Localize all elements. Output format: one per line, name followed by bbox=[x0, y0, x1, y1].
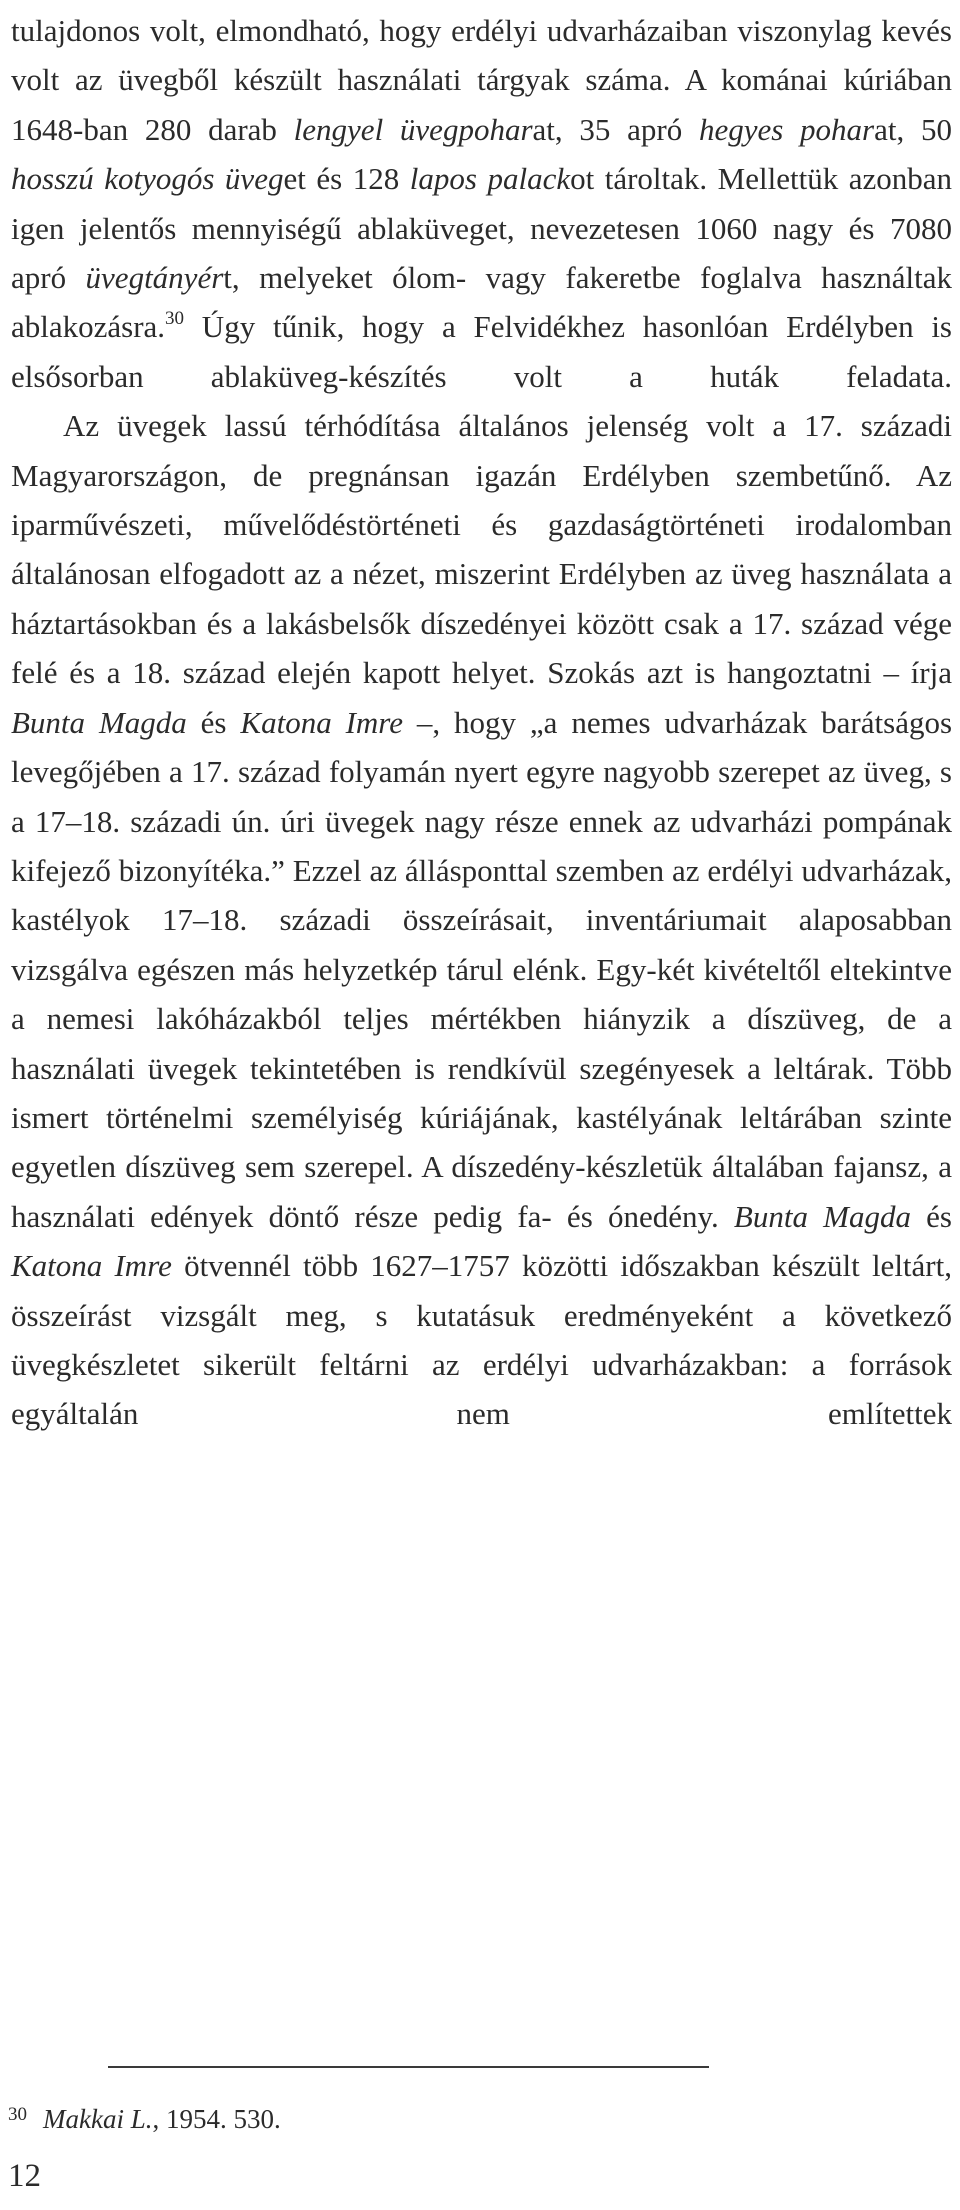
italic-text: Katona Imre bbox=[11, 1248, 172, 1284]
text-run: at, 50 bbox=[874, 111, 952, 147]
text-run: t, melyeket ólom- vagy fakeretbe foglalva használtak ablakozásra. bbox=[11, 260, 952, 345]
footnote-divider bbox=[108, 2066, 709, 2068]
paragraph bbox=[11, 6, 952, 401]
text-run: Úgy tűnik, hogy a Felvidékhez hasonlóan Erdélyben is elsősorban ablaküveg-készítés volt a huták feladata. bbox=[11, 309, 952, 394]
italic-text: hosszú kotyogós üveg bbox=[11, 161, 284, 197]
italic-text: Bunta Magda bbox=[733, 1198, 911, 1234]
italic-text: Katona Imre bbox=[240, 704, 403, 740]
footnote-reference: , 1954. 530. bbox=[152, 2104, 281, 2134]
text-run: tulajdonos volt, elmondható, hogy erdélyi udvarházaiban viszonylag kevés volt az üvegből készült használati tárgyak száma. A kománai kúriában 1648-ban 280 darab bbox=[11, 13, 952, 147]
paragraph bbox=[11, 401, 952, 1439]
text-run: et és 128 bbox=[283, 161, 410, 197]
text-run: ötvennél több 1627–1757 közötti időszakban készült leltárt, összeírást vizsgált meg, s kutatásuk eredményeként a következő üvegkészletet sikerült feltárni az erdélyi udvarházakban: a források egyáltalán nem említettek bbox=[11, 1248, 952, 1432]
footnote-author: Makkai L. bbox=[43, 2104, 153, 2134]
text-run: at, 35 apró bbox=[532, 111, 699, 147]
italic-text: üvegtányér bbox=[85, 260, 224, 296]
text-run: Az üvegek lassú térhódítása általános jelenség volt a 17. századi Magyarországon, de pregnánsan igazán Erdélyben szembetűnő. Az iparművészeti, művelődéstörténeti és gazdaságtörténeti irodalomban általánosan elfogadott az a nézet, miszerint Erdélyben az üveg használata a háztartásokban és a lakásbelsők díszedényei között csak a 17. század vége felé és a 18. század elején kapott helyet. Szokás azt is hangoztatni – írja bbox=[11, 408, 952, 691]
footnote bbox=[8, 2098, 281, 2136]
page-number: 12 bbox=[8, 2158, 41, 2194]
italic-text: Bunta Magda bbox=[11, 704, 187, 740]
italic-text: lapos palack bbox=[409, 161, 571, 197]
text-run: ot tároltak. Mellettük azonban igen jelentős mennyiségű ablaküveget, nevezetesen 1060 nagy és 7080 apró bbox=[11, 161, 953, 296]
text-run: és bbox=[910, 1198, 953, 1234]
italic-text: hegyes pohar bbox=[698, 111, 875, 147]
text-run: –, hogy „a nemes udvarházak barátságos levegőjében a 17. század folyamán nyert egyre nagyobb szerepet az üveg, s a 17–18. századi ún. úri üvegek nagy része ennek az udvarházi pompának kifejező bizonyítéka.” Ezzel az állásponttal szemben az erdélyi udvarházak, kastélyok 17–18. századi összeírásait, inventáriumait alaposabban vizsgálva egészen más helyzetkép tárul elénk. Egy-két kivételtől eltekintve a nemesi lakóházakból teljes mértékben hiányzik a díszüveg, de a használati üvegek tekintetében is rendkívül szegényesek a leltárak. Több ismert történelmi személyiség kúriájának, kastélyának leltárában szinte egyetlen díszüveg sem szerepel. A díszedény-készletük általában fajansz, a használati edények döntő része pedig fa- és ónedény. bbox=[11, 704, 953, 1234]
footnote-reference-mark: 30 bbox=[165, 308, 185, 330]
footnote-number: 30 bbox=[8, 2104, 27, 2125]
italic-text: lengyel üvegpohar bbox=[293, 111, 533, 147]
text-run: és bbox=[186, 704, 241, 740]
body-text bbox=[11, 6, 952, 1439]
